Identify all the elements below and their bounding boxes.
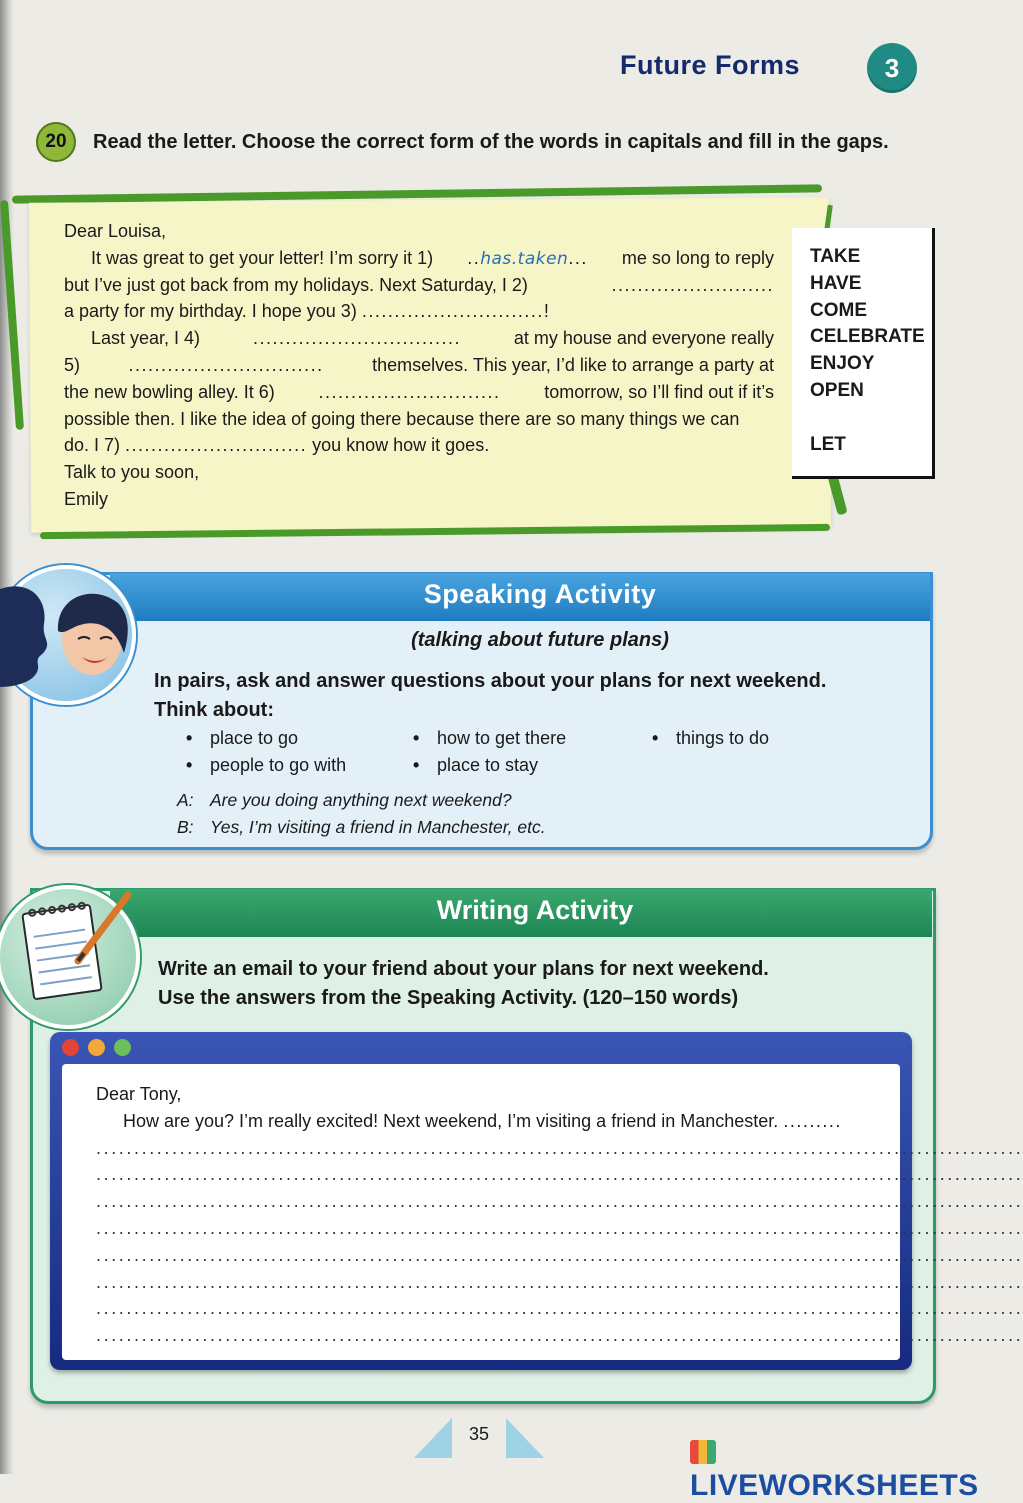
page-tab-left (414, 1418, 452, 1458)
email-writing-line[interactable]: .......................................................................................................................... (96, 1271, 1023, 1292)
liveworksheets-icon (690, 1440, 716, 1464)
gap-2[interactable]: ......................... (611, 274, 774, 295)
letter-signature: Emily (64, 488, 108, 509)
word-item: TAKE (810, 246, 861, 267)
letter-text-1a: It was great to get your letter! I’m sorry it 1) (91, 247, 434, 268)
letter-text-6a: the new bowling alley. It 6) (64, 381, 275, 402)
bullet-item: • place to stay (413, 755, 539, 775)
letter-line-7: possible then. I like the idea of going there because there are so many things we can (64, 408, 740, 429)
writing-instruction-line-1: Write an email to your friend about your plans for next weekend. (158, 958, 769, 980)
letter-line-8 (64, 432, 774, 459)
letter-text-5b: themselves. This year, I’d like to arrange a party at (372, 354, 774, 375)
dialogue-line-b (177, 817, 546, 838)
word-item-empty (810, 405, 925, 432)
writing-instruction-line-2: Use the answers from the Speaking Activity. (120–150 words) (158, 987, 739, 1009)
letter-text-4b: at my house and everyone really (513, 328, 774, 349)
word-list (810, 244, 925, 458)
bullet-text: place to stay (437, 755, 539, 775)
letter-line-3 (64, 298, 774, 325)
email-greeting: Dear Tony, (96, 1084, 182, 1104)
gap-6[interactable]: ............................ (318, 381, 501, 402)
speaking-title: Speaking Activity (423, 579, 657, 609)
speaking-instruction (154, 667, 914, 725)
letter-line-4 (64, 325, 774, 352)
gap-4[interactable]: ................................ (252, 328, 461, 349)
unit-number-badge: 3 (867, 43, 917, 93)
bullet-item: • place to go (186, 728, 299, 748)
letter-text-8a: do. I 7) (64, 435, 121, 456)
word-item: OPEN (810, 379, 864, 401)
unit-title: Future Forms (620, 50, 801, 80)
dialogue-text: Are you doing anything next weekend? (210, 790, 512, 810)
letter-text (64, 218, 774, 513)
word-item: LET (810, 433, 846, 455)
email-writing-line[interactable]: .......................................................................................................................... (96, 1325, 1023, 1346)
word-item: ENJOY (810, 353, 875, 375)
liveworksheets-logo[interactable] (690, 1435, 999, 1503)
letter-text-4a: Last year, I 4) (91, 328, 201, 349)
writing-instruction (158, 955, 918, 1013)
letter-text-6b: tomorrow, so I’ll find out if it’s (544, 381, 774, 402)
exercise-number-badge: 20 (36, 122, 76, 162)
email-writing-line[interactable]: .......................................................................................................................... (96, 1217, 1023, 1238)
bullet-text: how to get there (437, 728, 567, 748)
window-minimize-dot (88, 1039, 105, 1056)
letter-greeting: Dear Louisa, (64, 221, 167, 241)
bullet-item: • people to go with (186, 755, 347, 775)
email-writing-line[interactable]: .......................................................................................................................... (96, 1137, 1023, 1158)
gap-1[interactable]: ..has.taken... (467, 247, 588, 269)
page-tab-right (506, 1418, 544, 1458)
gap-3[interactable]: ............................! (361, 301, 551, 322)
dialogue-speaker: B: (177, 817, 194, 837)
letter-line-2 (64, 272, 774, 299)
bullet-item: • things to do (652, 728, 770, 748)
email-first-line (96, 1108, 881, 1135)
letter-text-2a: but I’ve just got back from my holidays. Next Saturday, I 2) (64, 274, 528, 295)
email-writing-line[interactable]: .......................................................................................................................... (96, 1191, 1023, 1212)
speaking-instruction-line: In pairs, ask and answer questions about your plans for next weekend. (154, 670, 827, 692)
dialogue-line-a (177, 790, 512, 811)
letter-text-8b: you know how it goes. (312, 435, 490, 456)
dialogue-speaker: A: (177, 790, 194, 810)
exercise-instruction: Read the letter. Choose the correct form of the words in capitals and fill in the gaps. (93, 131, 889, 153)
window-maximize-dot (114, 1039, 131, 1056)
gap-7[interactable]: ............................ (125, 435, 308, 456)
letter-text-1b: me so long to reply (621, 247, 774, 268)
page-number: 35 (468, 1424, 490, 1444)
talking-faces-icon (0, 565, 136, 705)
word-item: HAVE (810, 272, 862, 294)
speaking-think-about: Think about: (154, 699, 274, 721)
letter-line-1 (64, 245, 774, 272)
gap-1-answer: has.taken (480, 248, 569, 269)
letter-line-6 (64, 379, 774, 406)
letter-text-3a: a party for my birthday. I hope you 3) (64, 301, 357, 322)
email-gap[interactable]: ......... (783, 1110, 842, 1131)
bullet-text: people to go with (210, 755, 347, 775)
bullet-text: things to do (676, 728, 770, 748)
email-text (96, 1081, 1023, 1349)
brand-text: LIVEWORKSHEETS (690, 1469, 979, 1502)
letter-closing: Talk to you soon, (64, 462, 200, 483)
notepad-pencil-icon (0, 885, 140, 1029)
gap-5[interactable]: .............................. (128, 354, 324, 375)
word-item: CELEBRATE (810, 326, 925, 348)
word-item: COME (810, 299, 867, 321)
email-first-line-text: How are you? I’m really excited! Next weekend, I’m visiting a friend in Manchester. (123, 1110, 779, 1131)
bullet-text: place to go (210, 728, 299, 748)
window-close-dot (62, 1039, 79, 1056)
bullet-item: • how to get there (413, 728, 567, 748)
letter-line-5 (64, 352, 774, 379)
writing-title: Writing Activity (436, 895, 634, 925)
email-writing-line[interactable]: .......................................................................................................................... (96, 1164, 1023, 1185)
letter-text-5a: 5) (64, 354, 81, 375)
speaking-subtitle: (talking about future plans) (411, 629, 669, 651)
email-writing-line[interactable]: .......................................................................................................................... (96, 1244, 1023, 1265)
email-writing-line[interactable]: .......................................................................................................................... (96, 1298, 1023, 1319)
dialogue-text: Yes, I’m visiting a friend in Manchester, etc. (210, 817, 546, 837)
